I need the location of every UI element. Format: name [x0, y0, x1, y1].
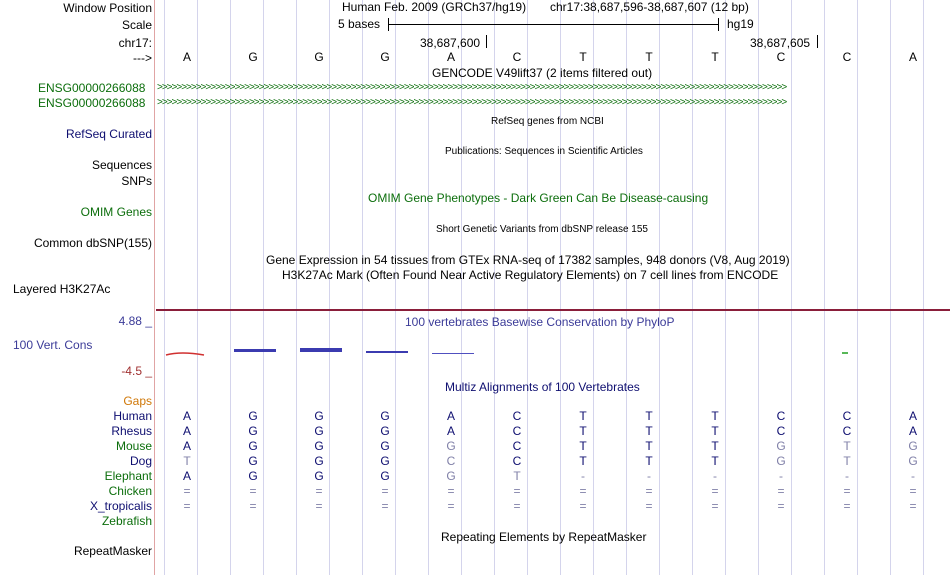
alignment-base: T	[711, 439, 719, 453]
alignment-base: -	[911, 469, 915, 483]
alignment-base: -	[845, 469, 849, 483]
alignment-base: C	[842, 409, 852, 423]
strand-arrow-label: --->	[133, 51, 152, 65]
scale-label: Scale	[121, 18, 152, 32]
species-label[interactable]: Dog	[129, 454, 152, 468]
sequences-title[interactable]: Publications: Sequences in Scientific Articles	[445, 146, 643, 157]
alignment-base: =	[249, 484, 257, 498]
alignment-base: T	[579, 424, 587, 438]
alignment-base: A	[908, 424, 917, 438]
reference-base: G	[314, 50, 324, 64]
cons-bar-3	[366, 351, 408, 353]
alignment-base: A	[446, 424, 455, 438]
h3k27-label[interactable]: Layered H3K27Ac	[13, 282, 111, 296]
alignment-base: G	[314, 439, 324, 453]
h3k27-title[interactable]: H3K27Ac Mark (Often Found Near Active Regulatory Elements) on 7 cell lines from ENCODE	[282, 268, 779, 282]
alignment-base: C	[776, 409, 786, 423]
window-position-label: Window Position	[63, 1, 152, 15]
alignment-base: =	[909, 499, 917, 513]
cons-bar-2	[300, 348, 342, 352]
alignment-base: =	[447, 484, 455, 498]
reference-base: G	[380, 50, 390, 64]
position-text: chr17:38,687,596-38,687,607 (12 bp)	[550, 0, 749, 14]
alignment-base: C	[512, 454, 522, 468]
alignment-base: G	[908, 439, 918, 453]
alignment-base: =	[843, 484, 851, 498]
alignment-base: =	[645, 484, 653, 498]
scale-bar-right-tick	[718, 18, 719, 31]
alignment-base: G	[314, 469, 324, 483]
alignment-base: G	[776, 439, 786, 453]
alignment-base: =	[183, 499, 191, 513]
alignment-base: =	[249, 499, 257, 513]
alignment-base: T	[645, 424, 653, 438]
alignment-base: T	[843, 439, 851, 453]
alignment-base: =	[315, 499, 323, 513]
label-separator	[154, 0, 155, 575]
alignment-base: -	[647, 469, 651, 483]
species-label[interactable]: Human	[113, 409, 152, 423]
alignment-base: T	[579, 454, 587, 468]
alignment-base: G	[314, 454, 324, 468]
species-label[interactable]: Chicken	[108, 484, 152, 498]
cons-max-label: 4.88 _	[118, 314, 152, 328]
reference-base: T	[711, 50, 719, 64]
gaps-label[interactable]: Gaps	[123, 394, 152, 408]
alignment-base: =	[645, 499, 653, 513]
alignment-base: =	[447, 499, 455, 513]
reference-base: T	[579, 50, 587, 64]
alignment-base: =	[909, 484, 917, 498]
omim-title[interactable]: OMIM Gene Phenotypes - Dark Green Can Be Disease-causing	[368, 191, 709, 205]
alignment-base: T	[711, 409, 719, 423]
gene-arrows-2[interactable]: >>>>>>>>>>>>>>>>>>>>>>>>>>>>>>>>>>>>>>>>>>>>>>>>>>>>>>>>>>>>>>>>>>>>>>>>>>>>>>>>>>>>>>>>>>>>>>>>>>>>>>>>>>>>>>>>>>>>>>>>>>>>>>>>>>	[157, 98, 787, 108]
alignment-base: G	[446, 439, 456, 453]
alignment-base: =	[843, 499, 851, 513]
refseq-title[interactable]: RefSeq genes from NCBI	[491, 116, 604, 127]
snps-label[interactable]: SNPs	[121, 174, 152, 188]
alignment-base: G	[908, 454, 918, 468]
alignment-base: =	[381, 484, 389, 498]
alignment-base: =	[711, 484, 719, 498]
alignment-base: =	[513, 484, 521, 498]
alignment-base: C	[512, 409, 522, 423]
dbsnp-title[interactable]: Short Genetic Variants from dbSNP release 155	[436, 224, 648, 235]
reference-base: C	[512, 50, 522, 64]
alignment-base: T	[843, 454, 851, 468]
alignment-base: T	[513, 469, 521, 483]
coord-2-tick	[817, 35, 818, 48]
species-label[interactable]: Elephant	[104, 469, 152, 483]
alignment-base: A	[182, 409, 191, 423]
alignment-base: =	[381, 499, 389, 513]
cons-bar-4	[432, 353, 474, 354]
scale-bar-left-tick	[388, 18, 389, 31]
alignment-base: C	[446, 454, 456, 468]
omim-label[interactable]: OMIM Genes	[80, 205, 152, 219]
scale-db: hg19	[727, 17, 754, 31]
refseq-label[interactable]: RefSeq Curated	[65, 127, 152, 141]
chrom-label: chr17:	[118, 36, 152, 50]
species-label[interactable]: X_tropicalis	[89, 499, 152, 513]
alignment-base: G	[248, 409, 258, 423]
alignment-base: G	[446, 469, 456, 483]
alignment-base: T	[645, 409, 653, 423]
gene-label-1[interactable]: ENSG00000266088	[38, 81, 146, 95]
alignment-base: C	[512, 424, 522, 438]
coord-1: 38,687,600	[420, 36, 481, 50]
alignment-base: T	[645, 454, 653, 468]
cons-wiggle	[156, 340, 950, 360]
alignment-base: C	[842, 424, 852, 438]
alignment-base: -	[581, 469, 585, 483]
alignment-base: T	[183, 454, 191, 468]
alignment-base: G	[314, 424, 324, 438]
alignment-base: =	[579, 484, 587, 498]
alignment-base: A	[182, 439, 191, 453]
alignment-base: =	[579, 499, 587, 513]
reference-base: A	[446, 50, 455, 64]
gene-label-2[interactable]: ENSG00000266088	[38, 96, 146, 110]
reference-base: A	[908, 50, 917, 64]
alignment-base: =	[183, 484, 191, 498]
alignment-base: A	[446, 409, 455, 423]
dbsnp-label[interactable]: Common dbSNP(155)	[33, 236, 152, 250]
alignment-base: G	[248, 469, 258, 483]
sequences-label[interactable]: Sequences	[91, 158, 152, 172]
reference-base: A	[182, 50, 191, 64]
alignment-base: G	[248, 454, 258, 468]
alignment-base: =	[777, 499, 785, 513]
h3k27-signal-line	[156, 309, 950, 311]
alignment-base: T	[645, 439, 653, 453]
alignment-base: -	[713, 469, 717, 483]
cons-bar-1	[234, 349, 276, 352]
alignment-base: G	[380, 409, 390, 423]
alignment-base: G	[314, 409, 324, 423]
scale-text: 5 bases	[338, 17, 381, 31]
species-label[interactable]: Rhesus	[111, 424, 152, 438]
alignment-base: =	[315, 484, 323, 498]
alignment-base: C	[776, 424, 786, 438]
alignment-base: G	[380, 454, 390, 468]
multiz-title[interactable]: Multiz Alignments of 100 Vertebrates	[445, 380, 640, 394]
species-label[interactable]: Mouse	[115, 439, 152, 453]
reference-base: G	[248, 50, 258, 64]
cons-min-label: -4.5 _	[121, 364, 152, 378]
alignment-base: C	[512, 439, 522, 453]
alignment-base: G	[776, 454, 786, 468]
alignment-base: T	[711, 454, 719, 468]
alignment-base: =	[513, 499, 521, 513]
alignment-base: G	[380, 439, 390, 453]
repeat-title[interactable]: Repeating Elements by RepeatMasker	[441, 530, 647, 544]
alignment-base: =	[711, 499, 719, 513]
species-label[interactable]: Zebrafish	[101, 514, 152, 528]
reference-base: T	[645, 50, 653, 64]
reference-base: C	[842, 50, 852, 64]
reference-base: C	[776, 50, 786, 64]
repeat-label[interactable]: RepeatMasker	[73, 544, 152, 558]
alignment-base: G	[380, 424, 390, 438]
alignment-base: =	[777, 484, 785, 498]
alignment-base: T	[711, 424, 719, 438]
alignment-base: G	[248, 424, 258, 438]
alignment-base: -	[779, 469, 783, 483]
coord-2: 38,687,605	[750, 36, 811, 50]
cons-negative-segment	[166, 353, 204, 355]
gtex-title[interactable]: Gene Expression in 54 tissues from GTEx RNA-seq of 17382 samples, 948 donors (V8, Aug 2019)	[266, 253, 790, 267]
cons-title[interactable]: 100 vertebrates Basewise Conservation by PhyloP	[405, 315, 675, 329]
cons-label[interactable]: 100 Vert. Cons	[13, 338, 93, 352]
alignment-base: A	[182, 469, 191, 483]
alignment-base: A	[182, 424, 191, 438]
gene-arrows-1[interactable]: >>>>>>>>>>>>>>>>>>>>>>>>>>>>>>>>>>>>>>>>>>>>>>>>>>>>>>>>>>>>>>>>>>>>>>>>>>>>>>>>>>>>>>>>>>>>>>>>>>>>>>>>>>>>>>>>>>>>>>>>>>>>>>>>>>	[157, 83, 787, 93]
alignment-base: T	[579, 439, 587, 453]
scale-bar	[388, 24, 718, 25]
alignment-base: G	[248, 439, 258, 453]
gencode-title[interactable]: GENCODE V49lift37 (2 items filtered out)	[432, 66, 653, 80]
alignment-base: A	[908, 409, 917, 423]
alignment-base: G	[380, 469, 390, 483]
coord-1-tick	[486, 35, 487, 48]
assembly-text: Human Feb. 2009 (GRCh37/hg19)	[342, 0, 527, 14]
alignment-base: T	[579, 409, 587, 423]
